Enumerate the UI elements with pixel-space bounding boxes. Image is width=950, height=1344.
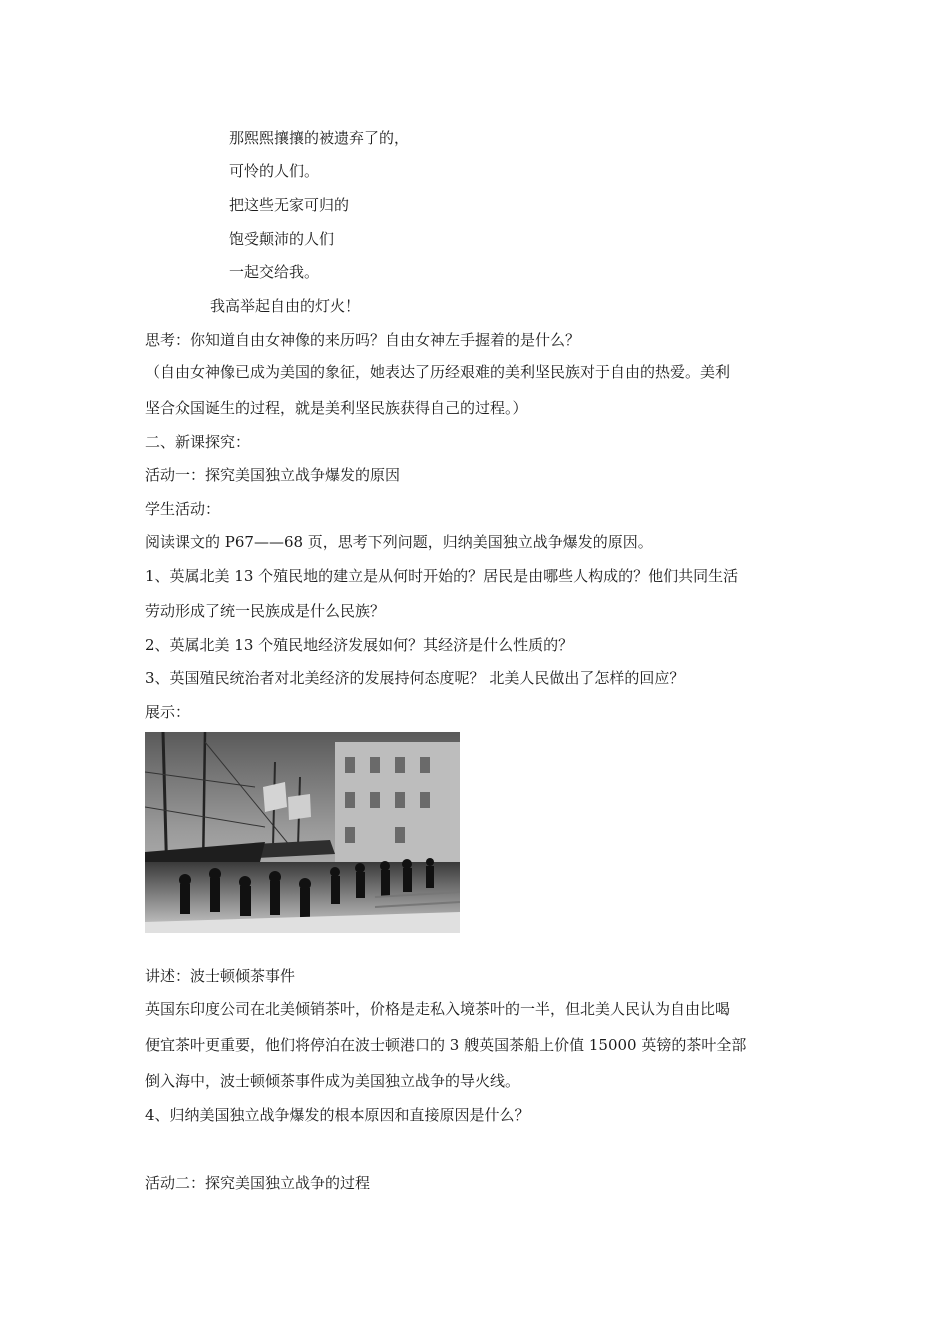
poem-line-1: 那熙熙攘攘的被遗弃了的， <box>229 129 410 147</box>
poem-line-5: 一起交给我。 <box>229 263 320 281</box>
question-4: 4、归纳美国独立战争爆发的根本原因和直接原因是什么？ <box>145 1106 530 1124</box>
poem-line-3: 把这些无家可归的 <box>229 196 350 214</box>
narration-line-1: 英国东印度公司在北美倾销茶叶，价格是走私入境茶叶的一半，但北美人民认为自由比喝 <box>145 1000 731 1018</box>
question-1-line-1: 1、英属北美 13 个殖民地的建立是从何时开始的？居民是由哪些人构成的？他们共同生活 <box>145 567 739 585</box>
reading-instruction: 阅读课文的 P67——68 页，思考下列问题，归纳美国独立战争爆发的原因。 <box>145 533 653 551</box>
activity-2-title: 活动二：探究美国独立战争的过程 <box>145 1174 371 1192</box>
narration-title: 讲述：波士顿倾茶事件 <box>145 967 296 985</box>
activity-1-title: 活动一：探究美国独立战争爆发的原因 <box>145 466 401 484</box>
question-2: 2、英属北美 13 个殖民地经济发展如何？其经济是什么性质的？ <box>145 636 574 654</box>
poem-line-4: 饱受颠沛的人们 <box>229 230 335 248</box>
boston-tea-party-image <box>145 732 460 933</box>
poem-line-2: 可怜的人们。 <box>229 162 320 180</box>
section-heading: 二、新课探究： <box>145 433 251 451</box>
think-answer-line-2: 坚合众国诞生的过程，就是美利坚民族获得自己的过程。） <box>145 399 528 417</box>
question-1-line-2: 劳动形成了统一民族成是什么民族？ <box>145 602 386 620</box>
poem-line-6: 我高举起自由的灯火！ <box>210 297 361 315</box>
narration-line-3: 倒入海中，波士顿倾茶事件成为美国独立战争的导火线。 <box>145 1072 521 1090</box>
question-3: 3、英国殖民统治者对北美经济的发展持何态度呢？ 北美人民做出了怎样的回应？ <box>145 669 685 687</box>
think-answer-line-1: （自由女神像已成为美国的象征，她表达了历经艰难的美利坚民族对于自由的热爱。美利 <box>145 363 731 381</box>
think-question: 思考：你知道自由女神像的来历吗？自由女神左手握着的是什么？ <box>145 331 581 349</box>
narration-line-2: 便宜茶叶更重要，他们将停泊在波士顿港口的 3 艘英国茶船上价值 15000 英镑的茶叶全部 <box>145 1036 747 1054</box>
display-label: 展示： <box>145 703 191 721</box>
student-activity-label: 学生活动： <box>145 500 221 518</box>
